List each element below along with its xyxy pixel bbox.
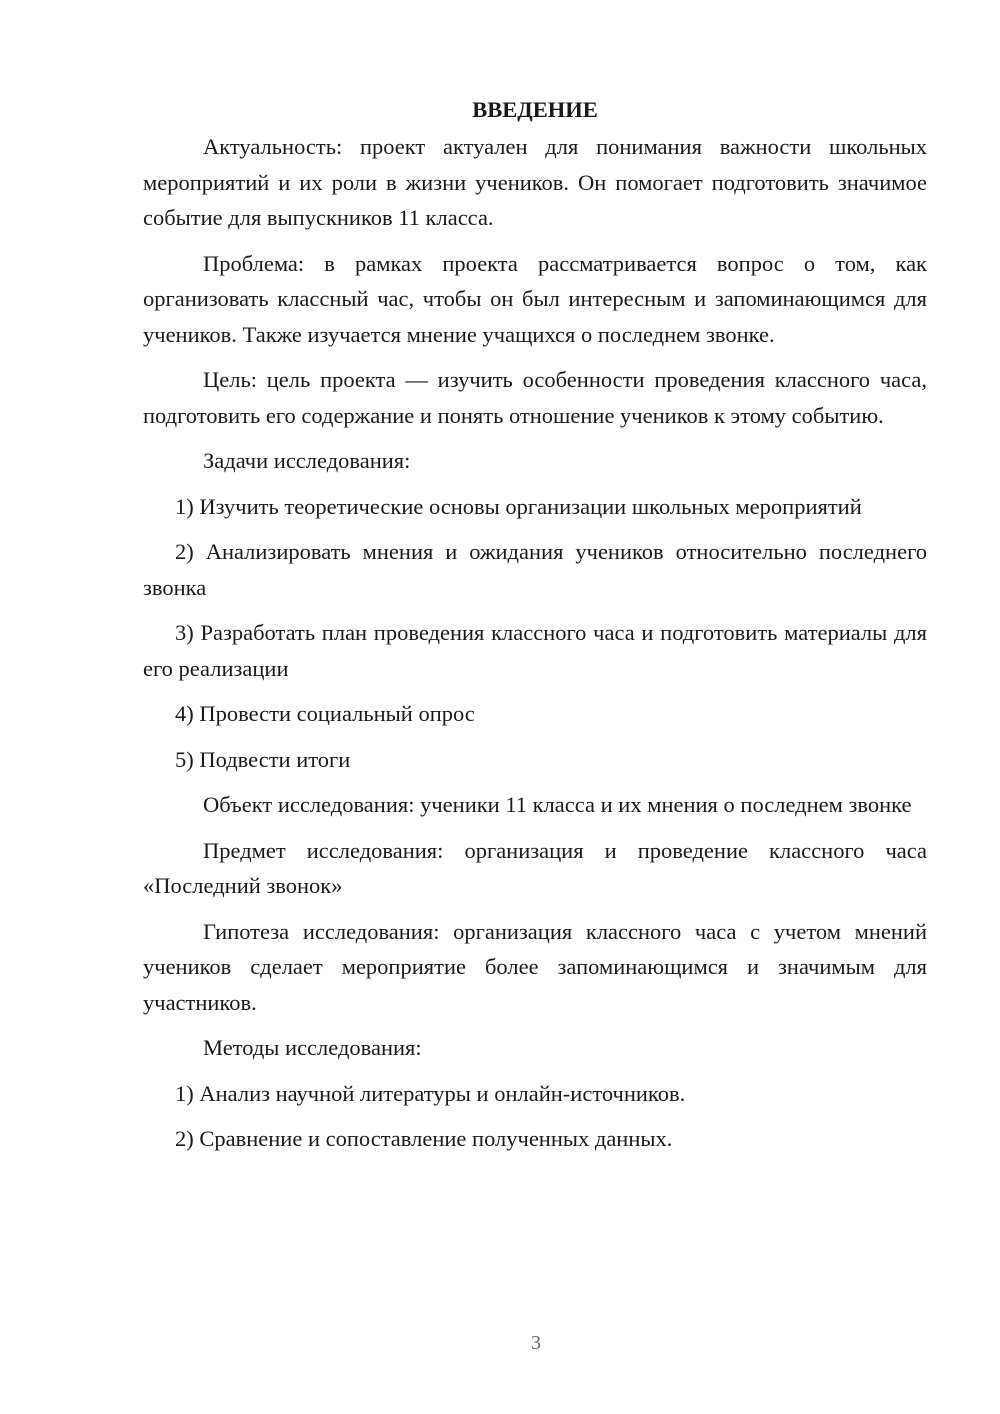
task-item: 2) Анализировать мнения и ожидания учеников относительно последнего звонка xyxy=(143,539,927,600)
method-item: 1) Анализ научной литературы и онлайн-источников. xyxy=(175,1080,686,1106)
problem-paragraph: Проблема: в рамках проекта рассматривается вопрос о том, как организовать классный час, чтобы он был интересным и запоминающимся для учеников. Также изучается мнение учащихся о последнем звонке. xyxy=(143,250,927,347)
hypothesis-paragraph: Гипотеза исследования: организация классного часа с учетом мнений учеников сделает мероприятие более запоминающимся и значимым для участников. xyxy=(143,918,927,1015)
section-title: ВВЕДЕНИЕ xyxy=(472,97,598,122)
page-content xyxy=(143,92,927,1167)
task-item: 5) Подвести итоги xyxy=(175,746,351,772)
task-item: 3) Разработать план проведения классного часа и подготовить материалы для его реализации xyxy=(143,620,927,681)
methods-heading: Методы исследования: xyxy=(203,1035,422,1060)
task-item: 4) Провести социальный опрос xyxy=(175,701,475,726)
page-number: 3 xyxy=(531,1332,541,1354)
subject-paragraph: Предмет исследования: организация и проведение классного часа «Последний звонок» xyxy=(143,837,927,898)
object-paragraph: Объект исследования: ученики 11 класса и их мнения о последнем звонке xyxy=(203,792,912,817)
goal-paragraph: Цель: цель проекта — изучить особенности проведения классного часа, подготовить его содержание и понять отношение учеников к этому событию. xyxy=(143,367,927,428)
relevance-paragraph: Актуальность: проект актуален для понимания важности школьных мероприятий и их роли в жизни учеников. Он помогает подготовить значимое событие для выпускников 11 класса. xyxy=(143,134,927,230)
method-item: 2) Сравнение и сопоставление полученных данных. xyxy=(175,1126,673,1151)
task-item: 1) Изучить теоретические основы организации школьных мероприятий xyxy=(175,493,862,519)
tasks-heading: Задачи исследования: xyxy=(203,448,411,473)
